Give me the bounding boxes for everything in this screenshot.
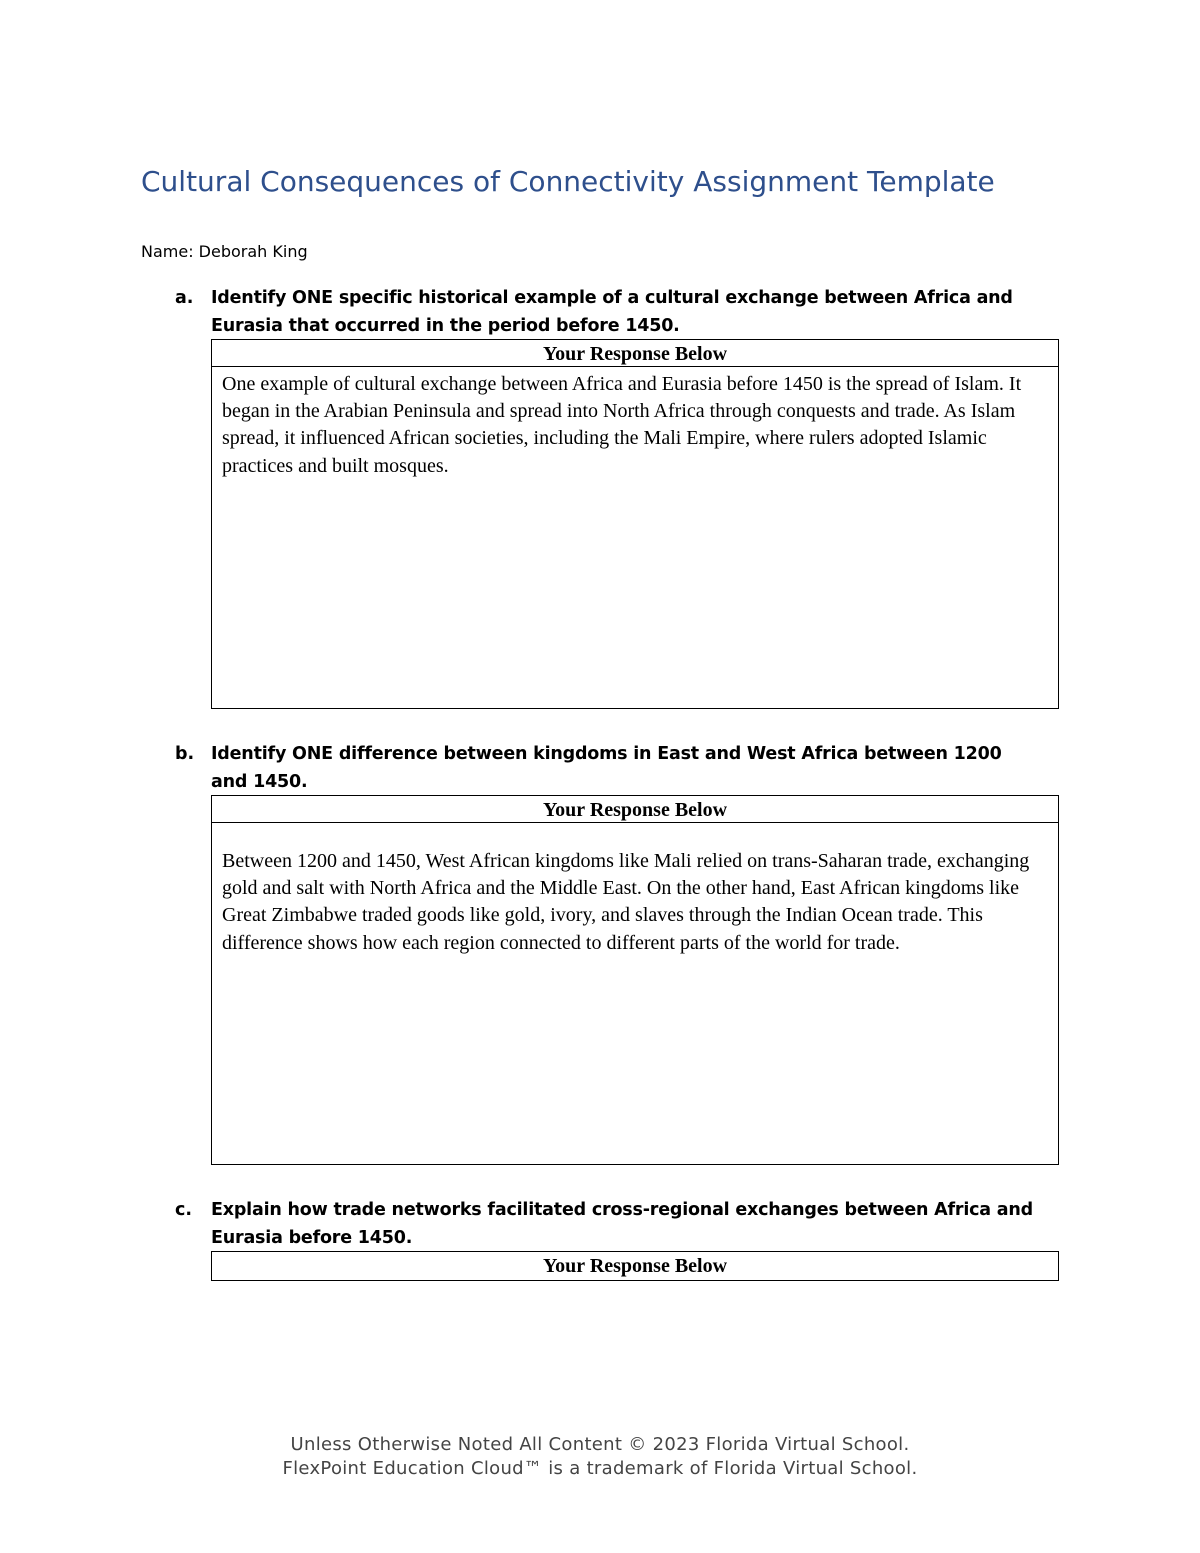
question-letter: a.	[175, 288, 194, 308]
response-text[interactable]: Between 1200 and 1450, West African kingdoms like Mali relied on trans-Saharan trade, exchanging gold and salt with North Africa and the Middle East. On the other hand, East African kingdoms like Great Zimbabwe traded goods like gold, ivory, and slaves through the Indian Ocean trade. This difference shows how each region connected to different parts of the world for trade.	[222, 850, 1030, 954]
footer-copyright: Unless Otherwise Noted All Content © 2023 Florida Virtual School.	[290, 1434, 910, 1455]
response-table-b	[211, 795, 1059, 1165]
document-title: Cultural Consequences of Connectivity Assignment Template	[141, 165, 995, 198]
question-text: Explain how trade networks facilitated cross-regional exchanges between Africa and Eurasia before 1450.	[211, 1200, 1034, 1248]
question-text: Identify ONE specific historical example of a cultural exchange between Africa and Eurasia that occurred in the period before 1450.	[211, 288, 1013, 336]
response-header: Your Response Below	[212, 796, 1058, 823]
response-table-a	[211, 339, 1059, 709]
question-letter: b.	[175, 744, 195, 764]
footer-trademark: FlexPoint Education Cloud™ is a trademark of Florida Virtual School.	[282, 1458, 918, 1479]
response-text[interactable]: One example of cultural exchange between Africa and Eurasia before 1450 is the spread of Islam. It began in the Arabian Peninsula and spread into North Africa through conquests and trade. As Islam spread, it influenced African societies, including the Mali Empire, where rulers adopted Islamic practices and built mosques.	[222, 373, 1022, 477]
question-letter: c.	[175, 1200, 193, 1220]
question-b	[175, 740, 1035, 796]
response-header: Your Response Below	[542, 1255, 728, 1277]
question-text: Identify ONE difference between kingdoms in East and West Africa between 1200 and 1450.	[211, 744, 1002, 792]
student-name: Name: Deborah King	[141, 242, 308, 261]
footer	[0, 1433, 1200, 1481]
question-a	[175, 284, 1035, 340]
response-header: Your Response Below	[212, 340, 1058, 367]
question-c	[175, 1196, 1035, 1252]
response-table-c	[211, 1251, 1059, 1281]
